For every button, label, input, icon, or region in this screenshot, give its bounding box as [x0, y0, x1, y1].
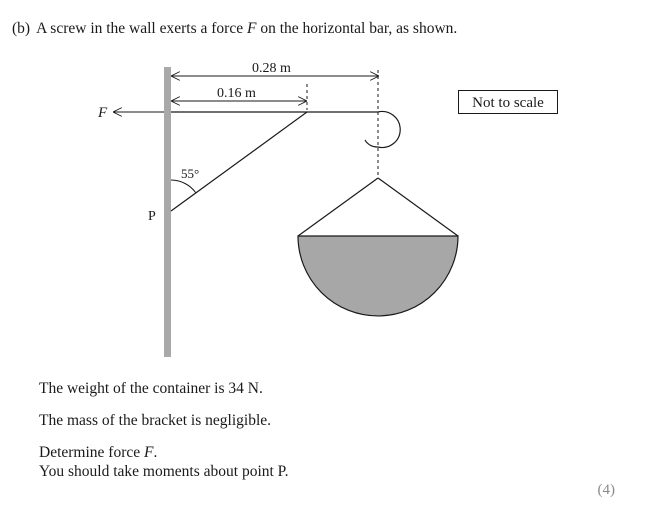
hook-tip	[365, 140, 378, 147]
determine-prefix: Determine force	[39, 444, 144, 461]
part-label: (b)	[12, 20, 31, 37]
wall	[164, 67, 171, 357]
question-force-symbol: F	[246, 20, 257, 37]
container	[298, 236, 458, 316]
question-text-before: A screw in the wall exerts a force	[36, 20, 247, 37]
not-to-scale-note: Not to scale	[458, 90, 558, 114]
angle-arc	[171, 180, 196, 193]
question-text-after: on the horizontal bar, as shown.	[256, 20, 458, 37]
angle-label: 55°	[181, 166, 200, 181]
mass-statement: The mass of the bracket is negligible.	[39, 412, 272, 429]
dimension-long-label: 0.28 m	[252, 61, 291, 76]
force-label: F	[98, 105, 108, 121]
moments-instruction: You should take moments about point P.	[39, 463, 289, 480]
diagonal-strut	[171, 112, 307, 211]
weight-statement: The weight of the container is 34 N.	[39, 380, 263, 397]
determine-force-symbol: F	[144, 444, 154, 461]
determine-suffix: .	[153, 444, 158, 461]
hook	[378, 112, 400, 148]
dimension-short-label: 0.16 m	[217, 86, 256, 101]
hanger-right	[378, 178, 458, 236]
marks-indicator: (4)	[597, 482, 615, 498]
point-p-label: P	[148, 209, 156, 224]
hanger-left	[298, 178, 378, 236]
determine-instruction	[39, 444, 157, 462]
